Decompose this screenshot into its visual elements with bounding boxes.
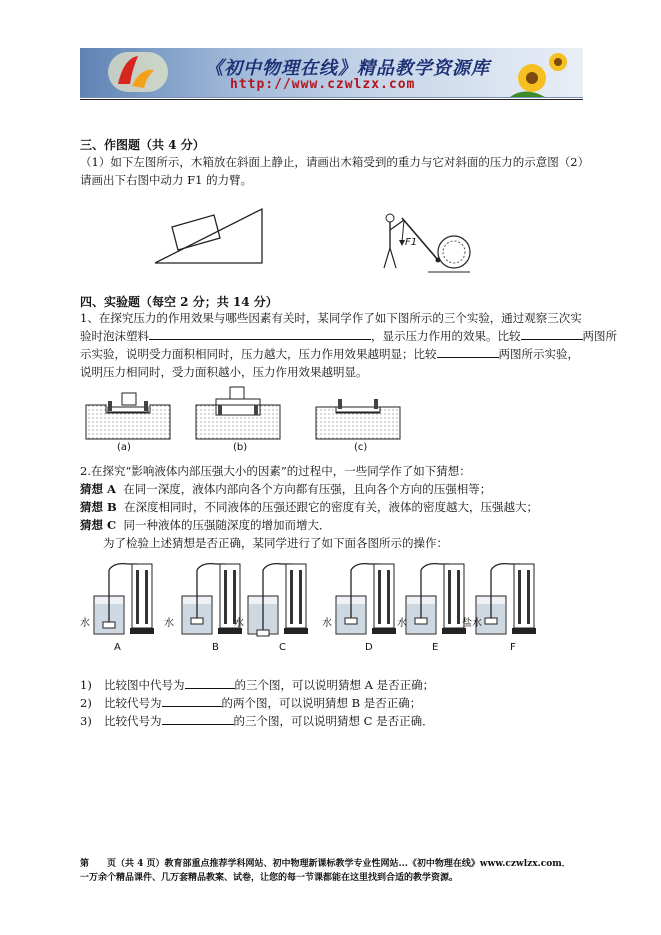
q1-line3 (80, 345, 579, 364)
q2-item-1-part2: 的三个图，可以说明猜想 A 是否正确； (234, 678, 435, 692)
q2-guess-c-text: 同一种液体的压强随深度的增加而增大． (123, 518, 331, 532)
foam-figure-b (196, 387, 280, 439)
gauge-label-b: B (212, 642, 219, 653)
gauge-setup-a (94, 564, 154, 634)
q2-item-3 (80, 712, 434, 731)
site-banner (80, 48, 583, 98)
q2-guess-b-text: 在深度相同时，不同液体的压强还跟它的密度有关，液体的密度越大，压强越大； (124, 500, 539, 514)
q2-item-2 (80, 694, 421, 713)
q1-blank-foam[interactable] (149, 327, 371, 340)
liquid-label-e: 水 (397, 618, 407, 629)
section3-line2: 请画出下右图中动力 F1 的力臂。 (80, 173, 253, 187)
force-f1-label: F1 (405, 237, 418, 248)
q2-item-1-part1: 比较图中代号为 (104, 678, 185, 692)
q2-item-3-blank[interactable] (162, 712, 234, 725)
q2-operation: 为了检验上述猜想是否正确，某同学进行了如下面各图所示的操作： (103, 536, 448, 550)
foam-label-c: (c) (354, 442, 368, 453)
q2-guess-a-label: 猜想 A (80, 482, 116, 496)
q2-item-2-part1: 比较代号为 (104, 696, 162, 710)
gauge-setup-c (248, 564, 308, 636)
section3-line1: （1）如下左图所示，木箱放在斜面上静止，请画出木箱受到的重力与它对斜面的压力的示意图（2） (80, 155, 590, 169)
q1-line3-part1: 示实验，说明受力面积相同时，压力越大，压力作用效果越明显；比较 (80, 347, 437, 361)
q2-item-1-num: 1) (80, 678, 92, 692)
q1-line2-part1: 验时泡沫塑料 (80, 329, 149, 343)
banner-title: 《初中物理在线》精品教学资源库 (205, 58, 490, 79)
q1-line1: 1、在探究压力的作用效果与哪些因素有关时，某同学作了如下图所示的三个实验，通过观察三次实 (80, 311, 582, 325)
gauge-label-e: E (432, 642, 439, 653)
header-divider (80, 99, 583, 100)
section3-heading: 三、作图题（共 4 分） (80, 138, 205, 152)
q2-item-3-part2: 的三个图，可以说明猜想 C 是否正确． (233, 714, 434, 728)
q2-item-1-blank[interactable] (185, 676, 235, 689)
q1-line3-part2: 两图所示实验， (498, 347, 579, 361)
liquid-label-a: 水 (80, 618, 90, 629)
q2-intro: 2.在探究“影响液体内部压强大小的因素”的过程中，一些同学作了如下猜想： (80, 464, 471, 478)
q1-line4: 说明压力相同时，受力面积越小，压力作用效果越明显。 (80, 365, 368, 379)
q2-item-1 (80, 676, 434, 695)
foam-label-b: (b) (233, 442, 248, 453)
liquid-label-d: 水 (322, 618, 332, 629)
q2-guess-a (80, 480, 491, 499)
q1-blank-compare1[interactable] (521, 327, 583, 340)
section4-heading: 四、实验题（每空 2 分；共 14 分） (80, 295, 278, 309)
liquid-label-f: 盐水 (462, 618, 482, 629)
lever-person-figure (380, 210, 472, 275)
foam-figure-a (86, 393, 170, 439)
gauge-setup-d (336, 564, 396, 634)
foam-figure-c (316, 399, 400, 439)
gauge-label-f: F (510, 642, 516, 653)
incline-box-figure (150, 205, 270, 267)
gauge-label-d: D (365, 642, 373, 653)
q1-line2 (80, 327, 617, 346)
gauge-label-c: C (279, 642, 286, 653)
gauge-setup-f (476, 564, 536, 634)
q2-item-2-num: 2) (80, 696, 92, 710)
footer-line1: 第 页（共 4 页）教育部重点推荐学科网站、初中物理新课标教学专业性网站...《初中物理在线》www.czwlzx.com． (80, 859, 571, 869)
q2-guess-c-label: 猜想 C (80, 518, 117, 532)
q2-item-2-blank[interactable] (162, 694, 222, 707)
q1-line2-part2: ，显示压力作用的效果。比较 (371, 329, 521, 343)
q2-item-3-part1: 比较代号为 (104, 714, 162, 728)
liquid-label-c: 水 (234, 618, 244, 629)
q1-line2-part3: 两图所 (582, 329, 617, 343)
banner-url[interactable]: http://www.czwlzx.com (230, 77, 416, 92)
q2-item-2-part2: 的两个图，可以说明猜想 B 是否正确； (221, 696, 422, 710)
q2-guess-b-label: 猜想 B (80, 500, 117, 514)
gauge-label-a: A (114, 642, 121, 653)
footer-line2: 一万余个精品课件、几万套精品教案、试卷，让您的每一节课都能在这里找到合适的教学资源。 (80, 873, 459, 883)
q2-guess-b (80, 498, 538, 517)
foam-label-a: (a) (117, 442, 131, 453)
liquid-label-b: 水 (164, 618, 174, 629)
gauge-setup-e (406, 564, 466, 634)
q1-blank-compare2[interactable] (437, 345, 499, 358)
q2-item-3-num: 3) (80, 714, 92, 728)
q2-guess-c (80, 516, 330, 535)
q2-guess-a-text: 在同一深度，液体内部向各个方向都有压强，且向各个方向的压强相等； (123, 482, 492, 496)
gauge-setup-b (182, 564, 242, 634)
